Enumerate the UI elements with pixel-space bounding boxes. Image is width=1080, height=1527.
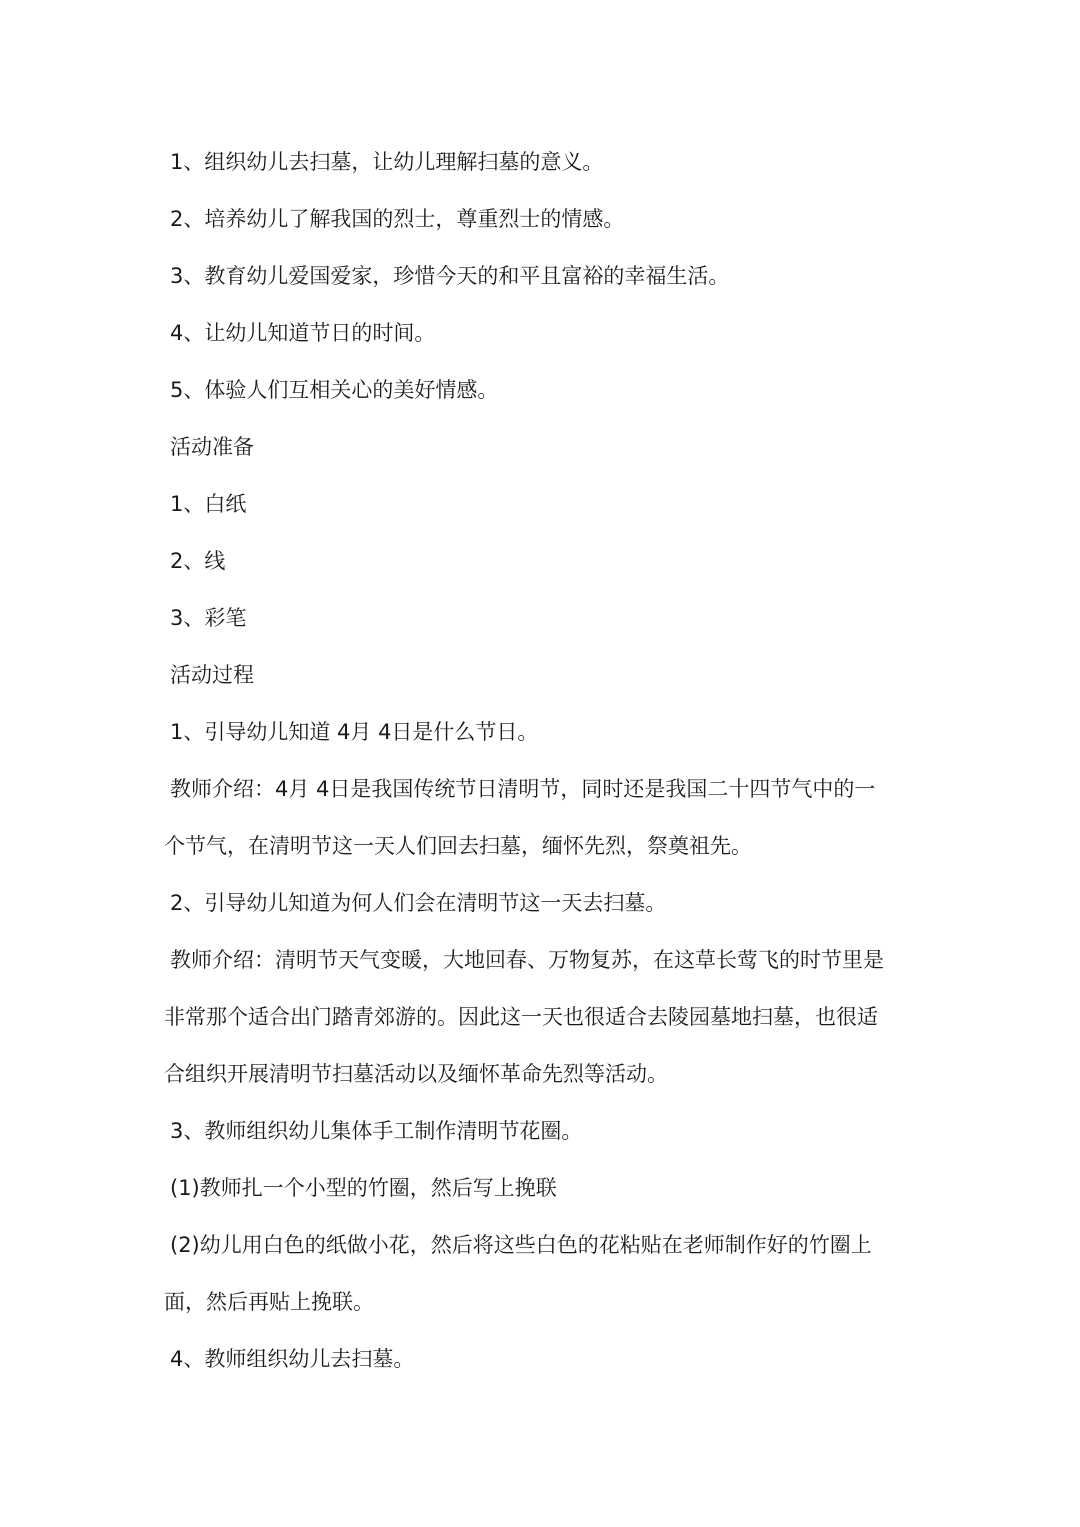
substep-2-line-1: (2)幼儿用白色的纸做小花，然后将这些白色的花粘贴在老师制作好的竹圈上 bbox=[170, 1233, 872, 1257]
preparation-item-1: 1、白纸 bbox=[170, 492, 247, 516]
teacher-intro-2-line-1: 教师介绍：清明节天气变暖，大地回春、万物复苏，在这草长莺飞的时节里是 bbox=[170, 948, 884, 972]
section-heading-preparation: 活动准备 bbox=[170, 435, 254, 459]
objective-item-1: 1、组织幼儿去扫墓，让幼儿理解扫墓的意义。 bbox=[170, 150, 604, 174]
teacher-intro-1-line-1: 教师介绍：4月 4日是我国传统节日清明节，同时还是我国二十四节气中的一 bbox=[170, 777, 876, 801]
substep-1: (1)教师扎一个小型的竹圈，然后写上挽联 bbox=[170, 1176, 557, 1200]
objective-item-3: 3、教育幼儿爱国爱家，珍惜今天的和平且富裕的幸福生活。 bbox=[170, 264, 730, 288]
preparation-item-2: 2、线 bbox=[170, 549, 226, 573]
teacher-intro-1-line-2: 个节气，在清明节这一天人们回去扫墓，缅怀先烈，祭奠祖先。 bbox=[164, 834, 752, 858]
process-step-2: 2、引导幼儿知道为何人们会在清明节这一天去扫墓。 bbox=[170, 891, 667, 915]
process-step-4: 4、教师组织幼儿去扫墓。 bbox=[170, 1347, 415, 1371]
process-step-3: 3、教师组织幼儿集体手工制作清明节花圈。 bbox=[170, 1119, 583, 1143]
process-step-1: 1、引导幼儿知道 4月 4日是什么节日。 bbox=[170, 720, 539, 744]
objective-item-5: 5、体验人们互相关心的美好情感。 bbox=[170, 378, 499, 402]
objective-item-4: 4、让幼儿知道节日的时间。 bbox=[170, 321, 436, 345]
teacher-intro-2-line-3: 合组织开展清明节扫墓活动以及缅怀革命先烈等活动。 bbox=[164, 1062, 668, 1086]
objective-item-2: 2、培养幼儿了解我国的烈士，尊重烈士的情感。 bbox=[170, 207, 625, 231]
document-body bbox=[164, 134, 924, 1388]
preparation-item-3: 3、彩笔 bbox=[170, 606, 247, 630]
substep-2-line-2: 面，然后再贴上挽联。 bbox=[164, 1290, 374, 1314]
teacher-intro-2-line-2: 非常那个适合出门踏青郊游的。因此这一天也很适合去陵园墓地扫墓，也很适 bbox=[164, 1005, 878, 1029]
section-heading-process: 活动过程 bbox=[170, 663, 254, 687]
